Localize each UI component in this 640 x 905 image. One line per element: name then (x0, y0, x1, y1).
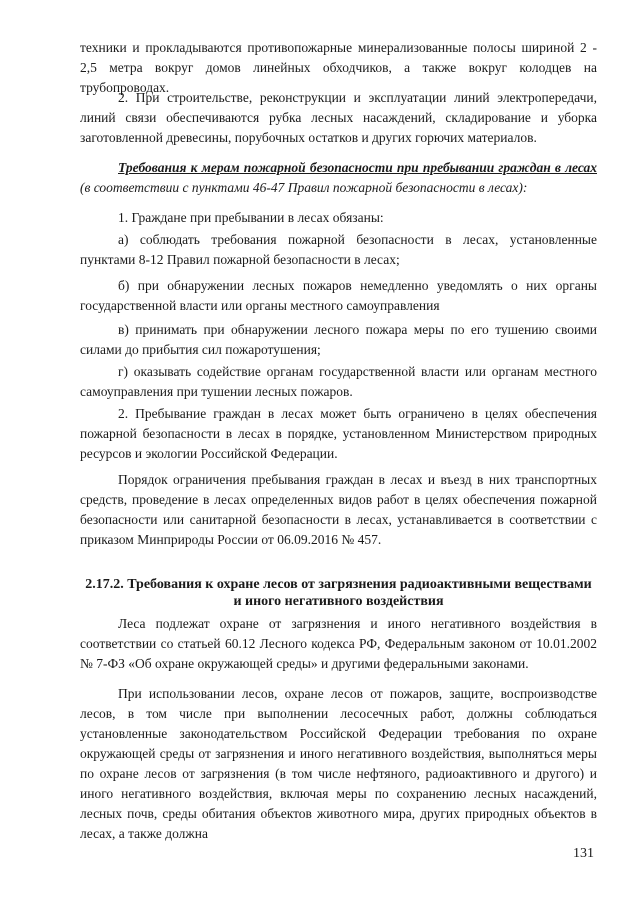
paragraph-continuation: техники и прокладываются противопожарные минерализованные полосы шириной 2 - 2,5 метра вокруг домов линейных обходчиков, а также вокруг колодцев на трубопроводах. (80, 40, 597, 95)
paragraph-obligations: 1. Граждане при пребывании в лесах обязаны: (118, 210, 384, 225)
paragraph-restriction: 2. Пребывание граждан в лесах может быть ограничено в целях обеспечения пожарной безопасности в лесах в порядке, установленном Министерством природных ресурсов и экологии Российской Федерации. (80, 406, 597, 461)
page-number: 131 (573, 846, 594, 861)
paragraph-power-lines: 2. При строительстве, реконструкции и эксплуатации линий электропередачи, линий связи обеспечиваются рубка лесных насаждений, складирование и уборка заготовленной древесины, порубочных остатков и других горючих материалов. (80, 90, 597, 145)
paragraph-forest-use: При использовании лесов, охране лесов от пожаров, защите, воспроизводстве лесов, в том числе при выполнении лесосечных работ, должны соблюдаться установленные законодательством Российской Федерации требования по охране окружающей среды от загрязнения и иного негативного воздействия, выполняться меры по охране лесов от загрязнения (в том числе нефтяного, радиоактивного и другого) и иного негативного воздействия, включая меры по сохранению лесных насаждений, лесных почв, среды обитания объектов животного мира, других природных объектов в лесах, а также должна (80, 686, 597, 841)
subheading-note: (в соответствии с пунктами 46-47 Правил пожарной безопасности в лесах): (80, 180, 528, 195)
list-item-b: б) при обнаружении лесных пожаров немедленно уведомлять о них органы государственной власти или органы местного самоуправления (80, 278, 597, 313)
list-item-v: в) принимать при обнаружении лесного пожара меры по его тушению своими силами до прибытия сил пожаротушения; (80, 322, 597, 357)
paragraph-forest-protection: Леса подлежат охране от загрязнения и иного негативного воздействия в соответствии со статьей 60.12 Лесного кодекса РФ, Федеральным законом от 10.01.2002 № 7-ФЗ «Об охране окружающей среды» и другими федеральными законами. (80, 616, 597, 671)
paragraph-procedure: Порядок ограничения пребывания граждан в лесах и въезд в них транспортных средств, проведение в лесах определенных видов работ в целях обеспечения пожарной безопасности или санитарной безопасности в лесах, устанавливается в соответствии с приказом Минприроды России от 06.09.2016 № 457. (80, 472, 597, 547)
section-heading-line1: 2.17.2. Требования к охране лесов от загрязнения радиоактивными веществами (85, 577, 592, 592)
subheading-title: Требования к мерам пожарной безопасности при пребывании граждан в лесах (118, 160, 597, 175)
section-heading (80, 576, 597, 610)
section-heading-line2: и иного негативного воздействия (233, 594, 444, 609)
list-item-g: г) оказывать содействие органам государственной власти или органам местного самоуправления при тушении лесных пожаров. (80, 364, 597, 399)
list-item-a: а) соблюдать требования пожарной безопасности в лесах, установленные пунктами 8-12 Правил пожарной безопасности в лесах; (80, 232, 597, 267)
subheading-fire-safety (80, 158, 597, 198)
